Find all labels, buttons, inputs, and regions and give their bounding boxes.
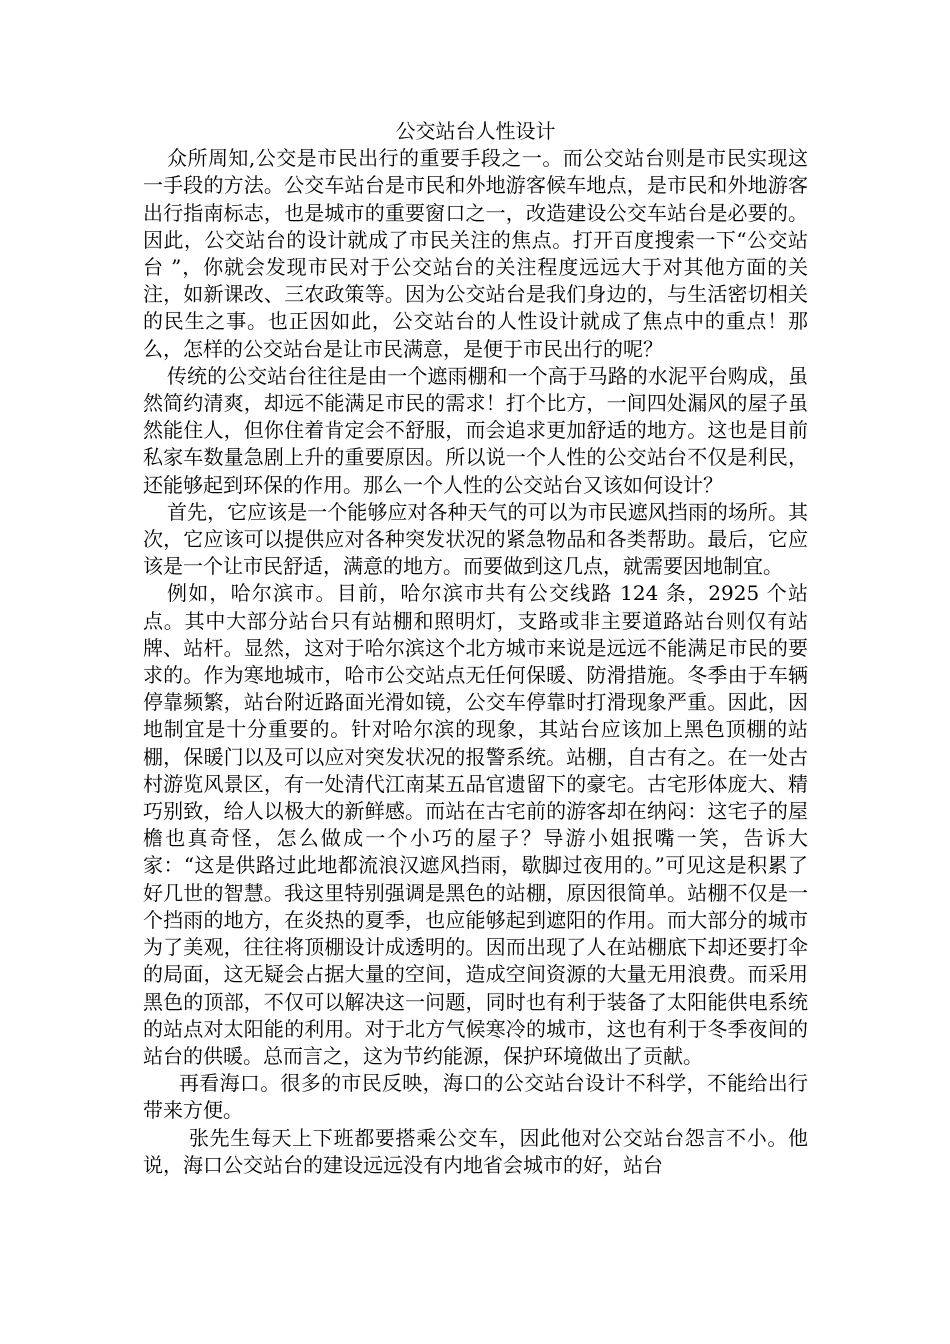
paragraph-design-requirements: 首先，它应该是一个能够应对各种天气的可以为市民遮风挡雨的场所。其次，它应该可以提供应对各种突发状况的紧急物品和各类帮助。最后，它应该是一个让市民舒适，满意的地方。而要做到这几点，就需要因地制宜。 [143,499,808,579]
document-body [143,118,808,1179]
paragraph-harbin-example: 例如，哈尔滨市。目前，哈尔滨市共有公交线路 124 条，2925 个站点。其中大部分站台只有站棚和照明灯，支路或非主要道路站台则仅有站牌、站杆。显然，这对于哈尔滨这个北方城市来说是远远不能满足市民的要求的。作为寒地城市，哈市公交站点无任何保暖、防滑措施。冬季由于车辆停靠频繁，站台附近路面光滑如镜，公交车停靠时打滑现象严重。因此，因地制宜是十分重要的。针对哈尔滨的现象，其站台应该加上黑色顶棚的站棚，保暖门以及可以应对突发状况的报警系统。站棚，自古有之。在一处古村游览风景区，有一处清代江南某五品官遗留下的豪宅。古宅形体庞大、精巧别致，给人以极大的新鲜感。而站在古宅前的游客却在纳闷：这宅子的屋檐也真奇怪，怎么做成一个小巧的屋子？导游小姐抿嘴一笑，告诉大家：“这是供路过此地都流浪汉遮风挡雨，歇脚过夜用的。”可见这是积累了好几世的智慧。我这里特别强调是黑色的站棚，原因很简单。站棚不仅是一个挡雨的地方，在炎热的夏季，也应能够起到遮阳的作用。而大部分的城市为了美观，往往将顶棚设计成透明的。因而出现了人在站棚底下却还要打伞的局面，这无疑会占据大量的空间，造成空间资源的大量无用浪费。而采用黑色的顶部，不仅可以解决这一问题，同时也有利于装备了太阳能供电系统的站点对太阳能的利用。对于北方气候寒冷的城市，这也有利于冬季夜间的站台的供暖。总而言之，这为节约能源，保护环境做出了贡献。 [143,581,808,1068]
paragraph-traditional-stations: 传统的公交站台往往是由一个遮雨棚和一个高于马路的水泥平台购成，虽然简约清爽，却远不能满足市民的需求！打个比方，一间四处漏风的屋子虽然能住人，但你住着肯定会不舒服，而会追求更加舒适的地方。这也是目前私家车数量急剧上升的重要原因。所以说一个人性的公交站台不仅是利民，还能够起到环保的作用。那么一个人性的公交站台又该如何设计？ [143,363,808,497]
document-title: 公交站台人性设计 [395,119,556,143]
paragraph-haikou: 再看海口。很多的市民反映，海口的公交站台设计不科学，不能给出行带来方便。 [143,1071,808,1123]
paragraph-mr-zhang: 张先生每天上下班都要搭乘公交车，因此他对公交站台怨言不小。他说，海口公交站台的建设远远没有内地省会城市的好，站台 [143,1125,808,1177]
paragraph-intro: 众所周知,公交是市民出行的重要手段之一。而公交站台则是市民实现这一手段的方法。公交车站台是市民和外地游客候车地点，是市民和外地游客出行指南标志，也是城市的重要窗口之一，改造建设公交车站台是必要的。因此，公交站台的设计就成了市民关注的焦点。打开百度搜索一下“公交站台 ”，你就会发现市民对于公交站台的关注程度远远大于对其他方面的关注，如新课改、三农政策等。因为公交站台是我们身边的，与生活密切相关的民生之事。也正因如此，公交站台的人性设计就成了焦点中的重点！那么，怎样的公交站台是让市民满意，是便于市民出行的呢？ [143,146,808,361]
